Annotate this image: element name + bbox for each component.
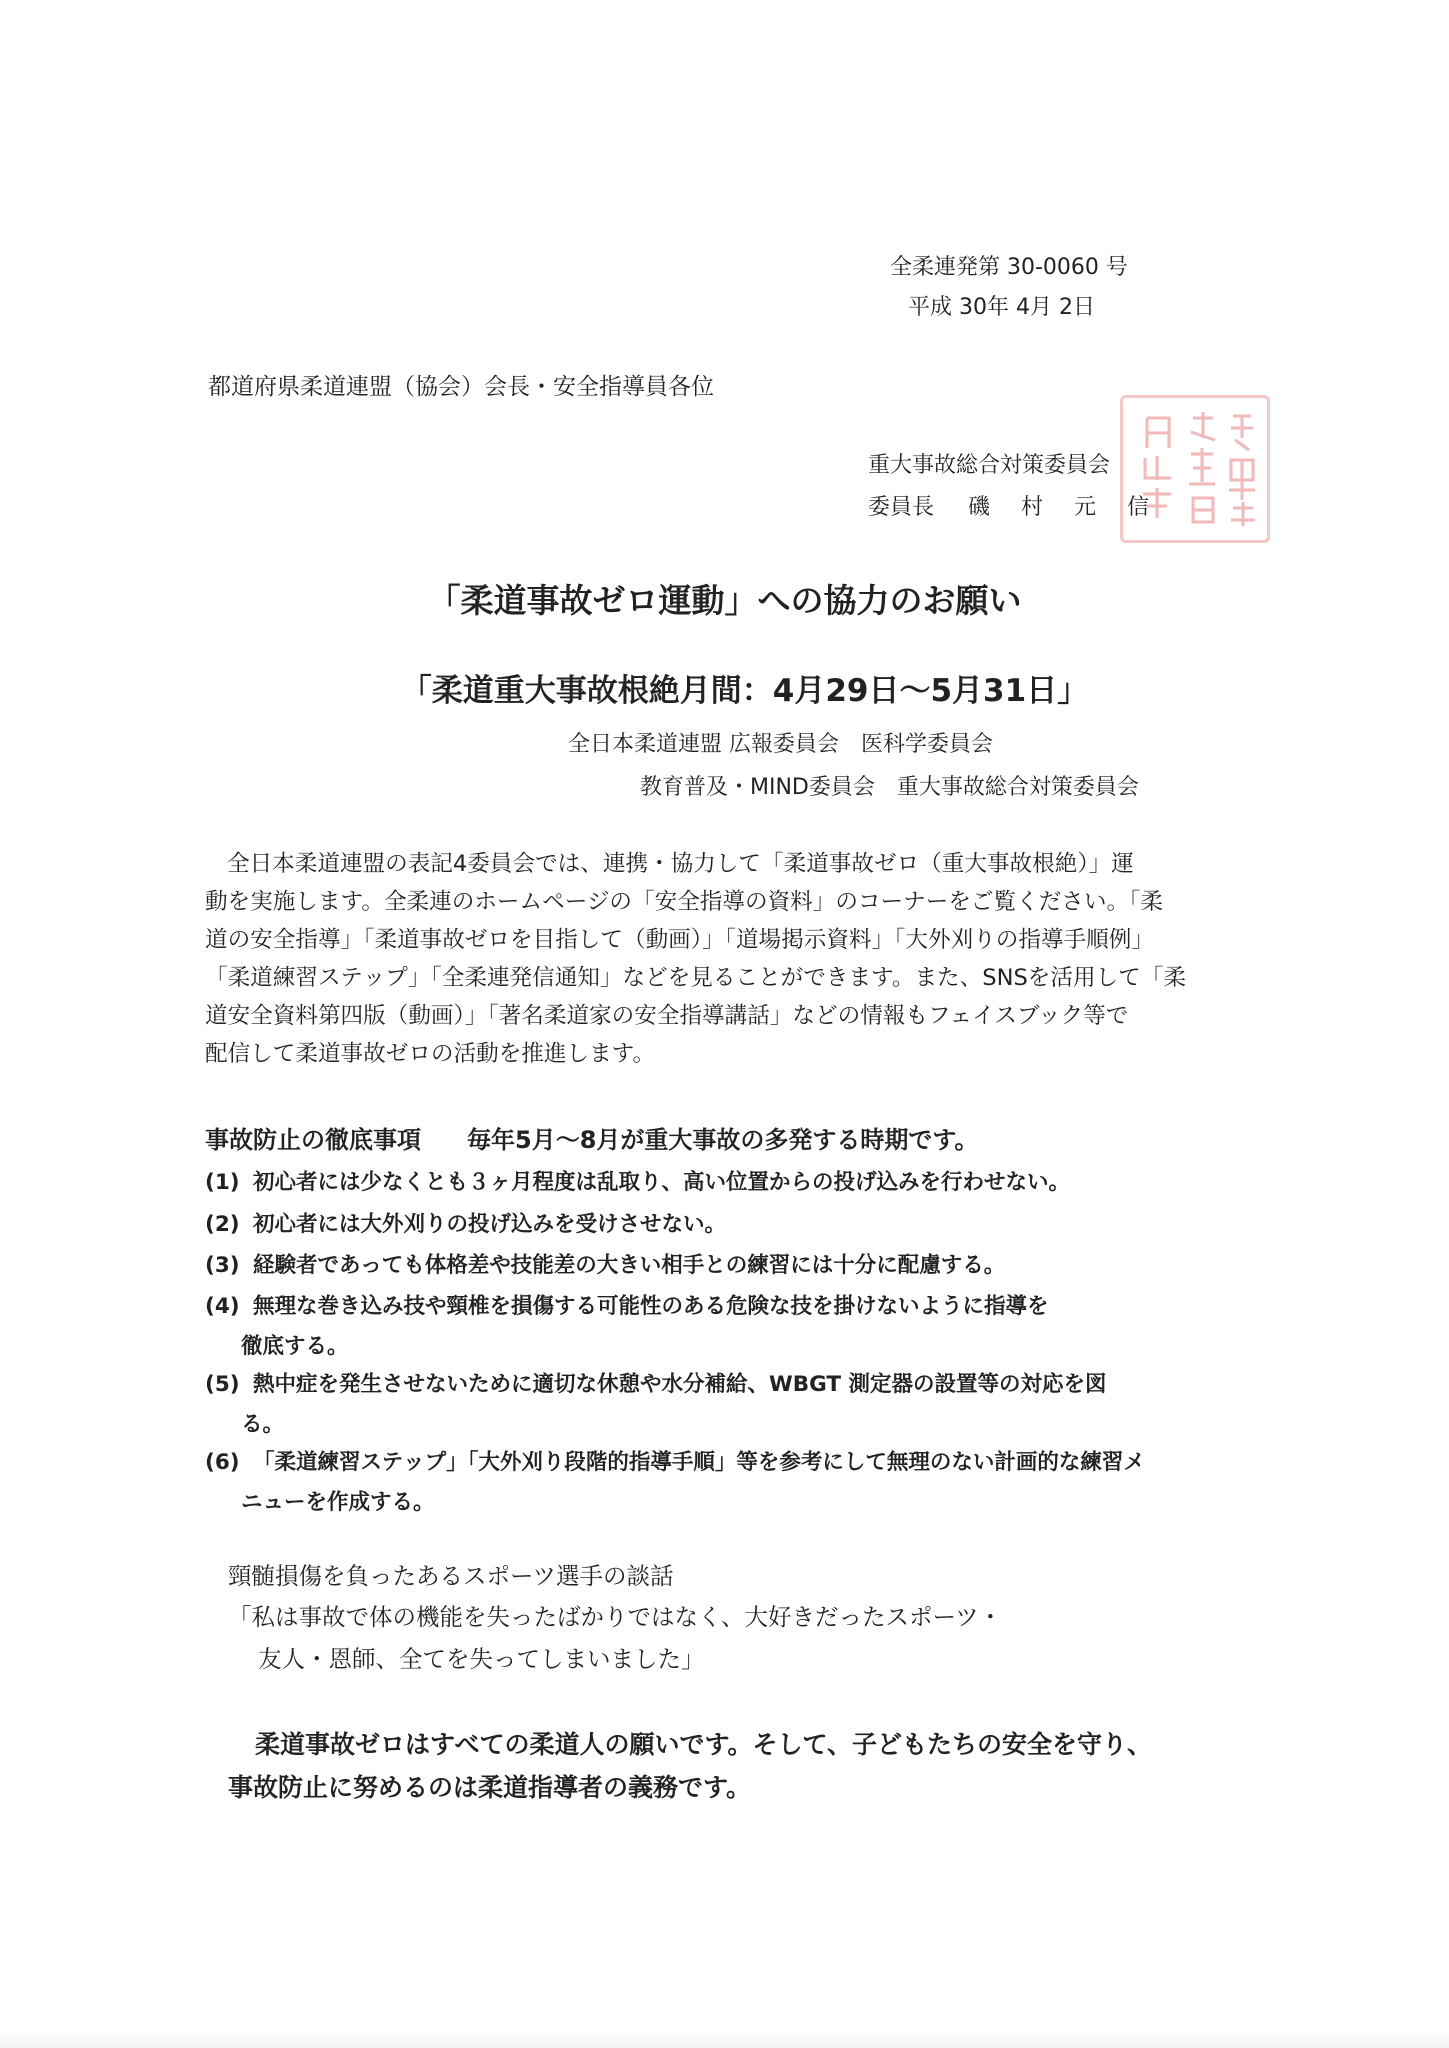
- main-title: 「柔道事故ゼロ運動」への協力のお願い: [427, 581, 1022, 620]
- organizations-line-2: 教育普及・MIND委員会 重大事故総合対策委員会: [640, 775, 1139, 800]
- sub-title: 「柔道重大事故根絶月間：4月29日～5月31日」: [400, 673, 1089, 709]
- story-quote-line-1: 「私は事故で体の機能を失ったばかりではなく、大好きだったスポーツ・: [228, 1603, 1003, 1631]
- rule-text: 初心者には大外刈りの投げ込みを受けさせない。: [253, 1212, 727, 1237]
- intro-line: 全日本柔道連盟の表記4委員会では、連携・協力して「柔道事故ゼロ（重大事故根絶）」運: [227, 851, 1134, 877]
- scan-edge: [0, 2030, 1449, 2048]
- prevention-rule: [205, 1287, 1245, 1367]
- organizations-line-1: 全日本柔道連盟 広報委員会 医科学委員会: [568, 732, 993, 757]
- intro-line: 「柔道練習ステップ」「全柔連発信通知」などを見ることができます。また、SNSを活用して「柔: [205, 965, 1186, 991]
- rule-text-continued: 徹底する。: [241, 1334, 349, 1359]
- closing-line-2: 事故防止に努めるのは柔道指導者の義務です。: [228, 1773, 752, 1802]
- rule-text: 無理な巻き込み技や頸椎を損傷する可能性のある危険な技を掛けないように指導を: [253, 1294, 1049, 1319]
- prevention-note: 毎年5月～8月が重大事故の多発する時期です。: [467, 1126, 979, 1154]
- prevention-heading-label: 事故防止の徹底事項: [205, 1126, 421, 1154]
- intro-line: 道の安全指導」「柔道事故ゼロを目指して（動画）」「道場掲示資料」「大外刈りの指導手順例」: [205, 927, 1154, 953]
- prevention-heading: [205, 1120, 978, 1155]
- rule-number: (6): [205, 1450, 240, 1475]
- rule-text-continued: る。: [241, 1412, 285, 1437]
- sender-chair: [868, 490, 1161, 521]
- sender-committee: 重大事故総合対策委員会: [868, 453, 1111, 478]
- closing-line-1: 柔道事故ゼロはすべての柔道人の願いです。そして、子どもたちの安全を守り、: [255, 1730, 1153, 1759]
- rule-number: (4): [205, 1294, 240, 1319]
- intro-line: 道安全資料第四版（動画）」「著名柔道家の安全指導講話」などの情報もフェイスブック等で: [205, 1003, 1129, 1029]
- prevention-rule: [205, 1205, 1245, 1245]
- rule-number: (2): [205, 1212, 240, 1237]
- story-title: 頸髄損傷を負ったあるスポーツ選手の談話: [228, 1562, 674, 1590]
- intro-paragraph: [205, 845, 1245, 1073]
- prevention-rule: [205, 1163, 1245, 1203]
- prevention-rule: [205, 1443, 1245, 1523]
- rule-text: 「柔道練習ステップ」「大外刈り段階的指導手順」等を参考にして無理のない計画的な練習メ: [253, 1450, 1145, 1475]
- document-number: 全柔連発第 30-0060 号: [890, 255, 1128, 280]
- intro-line: 動を実施します。全柔連のホームページの「安全指導の資料」のコーナーをご覧ください。「柔: [205, 889, 1163, 915]
- addressee: 都道府県柔道連盟（協会）会長・安全指導員各位: [208, 374, 714, 400]
- chair-name: 磯 村 元 信: [968, 495, 1161, 520]
- intro-line: 配信して柔道事故ゼロの活動を推進します。: [205, 1041, 656, 1067]
- rule-text: 熱中症を発生させないために適切な休憩や水分補給、WBGT 測定器の設置等の対応を図: [253, 1372, 1107, 1397]
- document-date: 平成 30年 4月 2日: [908, 295, 1095, 320]
- rule-number: (3): [205, 1253, 240, 1278]
- story-quote-line-2: 友人・恩師、全てを失ってしまいました」: [258, 1645, 705, 1673]
- rule-text: 経験者であっても体格差や技能差の大きい相手との練習には十分に配慮する。: [253, 1253, 1006, 1278]
- rule-text-continued: ニューを作成する。: [241, 1490, 435, 1515]
- rule-text: 初心者には少なくとも３ヶ月程度は乱取り、高い位置からの投げ込みを行わせない。: [253, 1170, 1071, 1195]
- chair-title: 委員長: [868, 495, 935, 520]
- rule-number: (5): [205, 1372, 240, 1397]
- prevention-rule: [205, 1246, 1245, 1286]
- prevention-rule: [205, 1365, 1245, 1445]
- rule-number: (1): [205, 1170, 240, 1195]
